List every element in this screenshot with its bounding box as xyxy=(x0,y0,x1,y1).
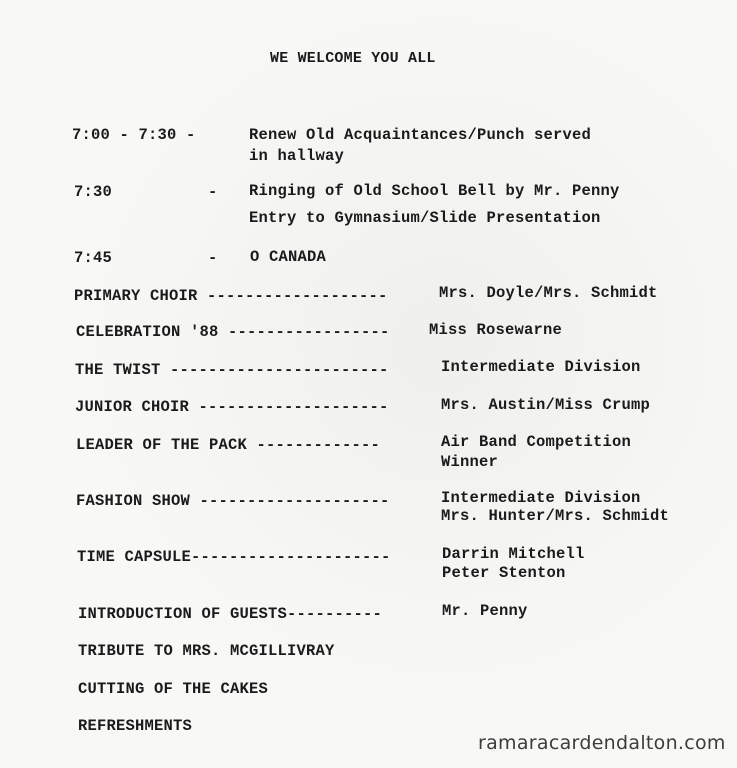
schedule-desc-3-line-1: O CANADA xyxy=(250,248,327,266)
schedule-dash-2: - xyxy=(208,183,218,201)
schedule-desc-1-line-2: in hallway xyxy=(249,147,345,165)
program-performer-1: Mrs. Doyle/Mrs. Schmidt xyxy=(439,284,658,302)
program-performer-4: Mrs. Austin/Miss Crump xyxy=(441,396,651,414)
program-performer-7-line-2: Peter Stenton xyxy=(442,564,566,582)
schedule-dash-3: - xyxy=(208,249,218,267)
program-item-6: FASHION SHOW -------------------- xyxy=(76,492,390,510)
schedule-time-2: 7:30 xyxy=(74,183,113,201)
program-performer-6-line-2: Mrs. Hunter/Mrs. Schmidt xyxy=(441,507,670,525)
program-item-1: PRIMARY CHOIR ------------------- xyxy=(74,287,388,305)
program-item-4: JUNIOR CHOIR -------------------- xyxy=(75,398,389,416)
program-performer-5-line-2: Winner xyxy=(441,453,499,471)
schedule-time-3: 7:45 xyxy=(74,249,113,267)
program-item-9: TRIBUTE TO MRS. MCGILLIVRAY xyxy=(78,642,335,660)
program-performer-5-line-1: Air Band Competition xyxy=(441,433,632,451)
schedule-desc-2-line-1: Ringing of Old School Bell by Mr. Penny xyxy=(249,182,620,200)
schedule-time-1: 7:00 - 7:30 - xyxy=(72,126,196,144)
program-performer-7-line-1: Darrin Mitchell xyxy=(442,545,585,563)
program-performer-8: Mr. Penny xyxy=(442,602,528,620)
program-performer-3: Intermediate Division xyxy=(441,358,641,376)
schedule-desc-2-line-2: Entry to Gymnasium/Slide Presentation xyxy=(249,209,601,227)
program-item-3: THE TWIST ----------------------- xyxy=(75,361,389,379)
program-item-8: INTRODUCTION OF GUESTS---------- xyxy=(78,605,383,623)
site-watermark: ramaracardendalton.com xyxy=(478,732,726,754)
program-performer-6-line-1: Intermediate Division xyxy=(441,489,641,507)
program-item-2: CELEBRATION '88 ----------------- xyxy=(76,323,390,341)
page-title: WE WELCOME YOU ALL xyxy=(270,50,436,67)
program-item-10: CUTTING OF THE CAKES xyxy=(78,680,269,698)
program-item-11: REFRESHMENTS xyxy=(78,717,193,735)
schedule-desc-1-line-1: Renew Old Acquaintances/Punch served xyxy=(249,126,592,144)
program-performer-2: Miss Rosewarne xyxy=(429,321,563,339)
program-item-7: TIME CAPSULE--------------------- xyxy=(77,548,391,566)
program-item-5: LEADER OF THE PACK ------------- xyxy=(76,436,381,454)
